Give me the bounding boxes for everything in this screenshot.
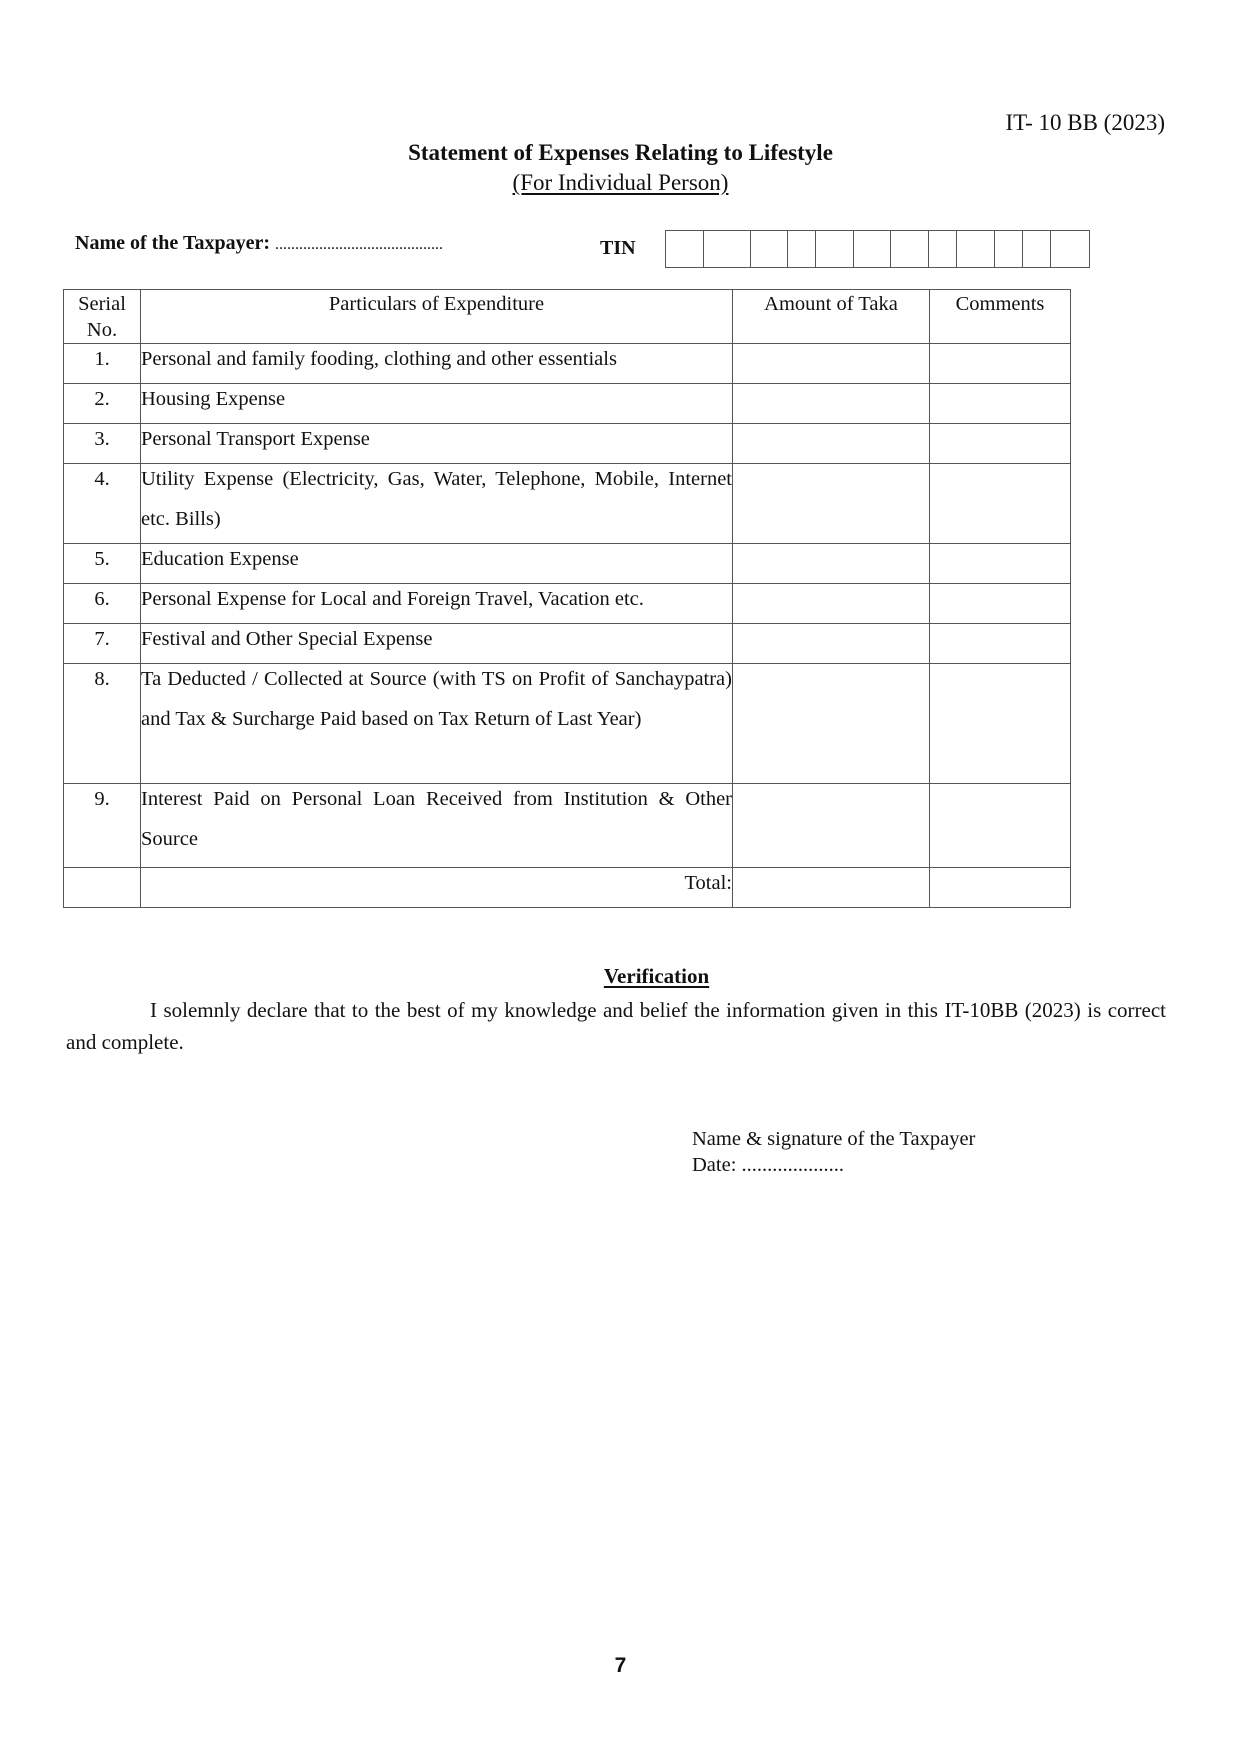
row-serial: 1. [64,344,141,384]
row-comments-cell[interactable] [930,664,1071,784]
document-title [0,140,1241,166]
document-subtitle [0,170,1241,196]
row-amount-cell[interactable] [733,624,930,664]
tin-digit-cell[interactable] [788,231,816,267]
table-row [64,424,1071,464]
row-particulars-text: Personal Expense for Local and Foreign Travel, Vacation etc. [141,588,644,610]
row-particulars [141,344,733,384]
tin-digit-cell[interactable] [929,231,957,267]
row-serial: 9. [64,784,141,868]
expenses-table [63,289,1071,908]
row-amount-cell[interactable] [733,384,930,424]
row-particulars-text: Personal and family fooding, clothing and other essentials [141,348,617,370]
header-amount-text: Amount of Taka [764,293,898,315]
row-amount-cell[interactable] [733,424,930,464]
tin-digit-cell[interactable] [891,231,929,267]
row-amount-cell[interactable] [733,664,930,784]
row-serial: 2. [64,384,141,424]
date-label: Date: [692,1154,737,1176]
table-row [64,344,1071,384]
tin-digit-cell[interactable] [957,231,995,267]
tin-digit-cell[interactable] [816,231,854,267]
table-row [64,544,1071,584]
row-amount-cell[interactable] [733,784,930,868]
taxpayer-name-row [75,232,443,255]
row-serial: 4. [64,464,141,544]
row-comments-cell[interactable] [930,624,1071,664]
row-amount-cell[interactable] [733,344,930,384]
header-particulars-text: Particulars of Expenditure [328,293,545,315]
tin-digit-cell[interactable] [704,231,751,267]
verification-heading [0,964,1241,989]
total-comments-cell[interactable] [930,868,1071,908]
date-field[interactable]: .................... [741,1154,845,1176]
tin-digit-cell[interactable] [995,231,1023,267]
table-total-row [64,868,1071,908]
row-particulars-text: Festival and Other Special Expense [141,628,433,650]
table-row [64,784,1071,868]
header-particulars [141,290,733,344]
document-subtitle-text: (For Individual Person) [512,170,729,195]
row-serial: 7. [64,624,141,664]
row-particulars-text: Housing Expense [141,388,286,410]
row-serial: 3. [64,424,141,464]
header-serial [64,290,141,344]
date-row [692,1152,975,1178]
row-comments-cell[interactable] [930,424,1071,464]
header-serial-line2: No. [86,319,118,341]
form-code: IT- 10 BB (2023) [1005,110,1165,135]
row-particulars [141,784,733,868]
tin-digit-cell[interactable] [1023,231,1051,267]
total-amount-cell[interactable] [733,868,930,908]
row-amount-cell[interactable] [733,544,930,584]
page-number: 7 [614,1654,627,1677]
row-particulars-text: Ta Deducted / Collected at Source (with TS on Profit of Sanchaypatra) and Tax & Surcharge Paid based on Tax Return of Last Year) [141,668,732,730]
row-particulars [141,584,733,624]
row-particulars-text: Personal Transport Expense [141,428,370,450]
row-comments-cell[interactable] [930,584,1071,624]
row-serial: 8. [64,664,141,784]
row-comments-cell[interactable] [930,544,1071,584]
table-row [64,384,1071,424]
table-header-row [64,290,1071,344]
header-serial-line1: Serial [78,293,126,315]
total-label: Total: [141,868,733,908]
tin-digit-cell[interactable] [1051,231,1089,267]
row-particulars-text: Interest Paid on Personal Loan Received from Institution & Other Source [141,788,732,850]
tin-label: TIN [600,237,636,259]
tin-digit-cell[interactable] [666,231,704,267]
row-particulars [141,464,733,544]
document-title-text: Statement of Expenses Relating to Lifestyle [408,140,833,165]
row-particulars [141,424,733,464]
header-amount [733,290,930,344]
taxpayer-name-label: Name of the Taxpayer: [75,232,270,254]
taxpayer-name-field[interactable]: .......................................... [274,236,443,253]
row-comments-cell[interactable] [930,344,1071,384]
verification-heading-text: Verification [603,964,710,988]
row-comments-cell[interactable] [930,464,1071,544]
table-row [64,584,1071,624]
row-particulars [141,664,733,784]
row-comments-cell[interactable] [930,784,1071,868]
row-amount-cell[interactable] [733,584,930,624]
signature-label: Name & signature of the Taxpayer [692,1128,976,1150]
verification-statement: I solemnly declare that to the best of my knowledge and belief the information given in this IT-10BB (2023) is correct and complete. [66,998,1166,1054]
row-serial: 5. [64,544,141,584]
total-serial-cell [64,868,141,908]
table-row [64,464,1071,544]
row-comments-cell[interactable] [930,384,1071,424]
row-particulars [141,544,733,584]
row-amount-cell[interactable] [733,464,930,544]
header-comments-text: Comments [955,293,1045,315]
tin-digit-cell[interactable] [751,231,788,267]
row-particulars-text: Education Expense [141,548,299,570]
row-particulars [141,384,733,424]
table-row [64,664,1071,784]
signature-block [692,1126,975,1178]
header-comments [930,290,1071,344]
tin-input-boxes [665,230,1090,268]
row-particulars [141,624,733,664]
row-particulars-text: Utility Expense (Electricity, Gas, Water, Telephone, Mobile, Internet etc. Bills) [141,468,732,530]
tin-digit-cell[interactable] [854,231,891,267]
row-serial: 6. [64,584,141,624]
table-row [64,624,1071,664]
